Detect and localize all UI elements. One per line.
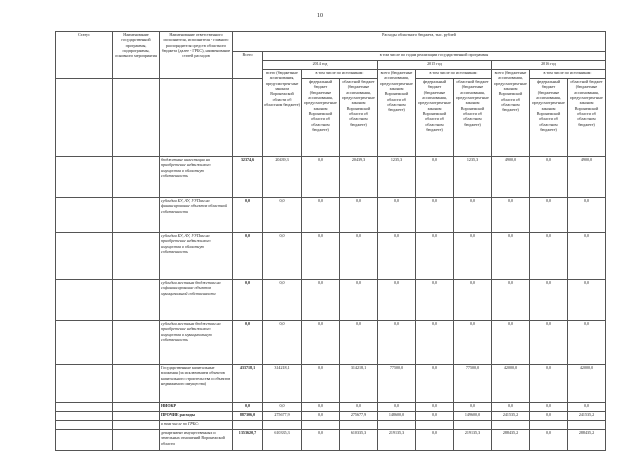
- cell-expense-name: субсидии местным бюджетам на софинансирование объектов муниципальной собственности: [160, 280, 233, 321]
- cell-value: 0,0: [302, 321, 340, 365]
- cell-value: 0,0: [568, 280, 606, 321]
- cell-value: 1235,3: [454, 157, 492, 198]
- cell-value: 0,0: [302, 403, 340, 412]
- cell-status: [56, 403, 113, 412]
- table-row: [56, 157, 606, 198]
- cell-value: 0,0: [530, 412, 568, 421]
- table-row: [56, 280, 606, 321]
- cell-status: [56, 321, 113, 365]
- cell-value: 0,0: [454, 403, 492, 412]
- table-row: [56, 412, 606, 421]
- cell-program: [113, 403, 160, 412]
- cell-value: 149600,0: [454, 412, 492, 421]
- cell-value: 0,0: [302, 365, 340, 403]
- header-incl-2016: в том числе по источникам:: [530, 70, 606, 79]
- cell-program: [113, 280, 160, 321]
- header-incl-2014: в том числе по источникам:: [302, 70, 378, 79]
- cell-status: [56, 233, 113, 280]
- cell-value: 0,0: [263, 233, 302, 280]
- cell-value: 0,0: [302, 430, 340, 451]
- cell-value: 314218,1: [340, 365, 378, 403]
- header-blank-3: [160, 79, 233, 157]
- cell-value: 0,0: [416, 157, 454, 198]
- cell-value: 0,0: [340, 198, 378, 233]
- cell-value: 241535,2: [492, 412, 530, 421]
- cell-program: [113, 198, 160, 233]
- cell-value: 77500,0: [454, 365, 492, 403]
- cell-value: 610335,3: [340, 430, 378, 451]
- cell-value: 0,0: [492, 280, 530, 321]
- cell-total: 0,0: [233, 198, 263, 233]
- header-program-name: Наименование государственной программы, подпрограммы, основного мероприятия: [113, 32, 160, 79]
- cell-value: 0,0: [378, 198, 416, 233]
- cell-value: 0,0: [416, 233, 454, 280]
- header-total: Всего: [233, 52, 263, 79]
- cell-total: 433718,1: [233, 365, 263, 403]
- table-row: [56, 430, 606, 451]
- cell-value: [568, 421, 606, 430]
- header-year-2016: 2016 год: [492, 61, 606, 70]
- cell-expense-name: субсидии местным бюджетам на приобретение недвижимого имущества в муниципальную собственность: [160, 321, 233, 365]
- cell-value: 275677,9: [263, 412, 302, 421]
- cell-value: 314218,1: [263, 365, 302, 403]
- cell-value: 219135,3: [378, 430, 416, 451]
- cell-program: [113, 421, 160, 430]
- cell-value: 20439,3: [263, 157, 302, 198]
- cell-value: 219135,3: [454, 430, 492, 451]
- cell-total: 0,0: [233, 321, 263, 365]
- cell-expense-name: субсидии БУ, АУ, УУПам на финансирование объектов областной собственности: [160, 198, 233, 233]
- header-vsego-2016: всего (бюджетные ассигнования, предусмотрен-ные законом Воронежской области об областном бюджете): [492, 70, 530, 157]
- cell-value: 0,0: [454, 280, 492, 321]
- table-body: [56, 157, 606, 451]
- header-federal-2016: федеральный бюджет (бюджетные ассигнования, предусмотрен-ные законом Воронежской области об областном бюджете): [530, 79, 568, 157]
- cell-status: [56, 280, 113, 321]
- cell-value: 0,0: [530, 280, 568, 321]
- budget-table: [55, 31, 606, 451]
- cell-value: 0,0: [568, 403, 606, 412]
- cell-expense-name: департамент имущественных и земельных отношений Воронежской области: [160, 430, 233, 451]
- cell-status: [56, 412, 113, 421]
- cell-status: [56, 365, 113, 403]
- cell-value: 0,0: [378, 233, 416, 280]
- cell-value: 0,0: [302, 412, 340, 421]
- header-expense-direction: Наименование ответственного исполнителя, исполнителя - главного распорядителя средств областного бюджета (далее - ГРБС), наименование статей расходов: [160, 32, 233, 79]
- cell-value: 0,0: [454, 198, 492, 233]
- cell-value: 0,0: [492, 233, 530, 280]
- cell-value: 0,0: [378, 403, 416, 412]
- cell-value: 148600,0: [378, 412, 416, 421]
- cell-value: 42000,0: [568, 365, 606, 403]
- cell-value: 0,0: [302, 280, 340, 321]
- cell-value: 0,0: [492, 198, 530, 233]
- header-regional-2014: областной бюджет (бюджетные ассигнования, предусмотрен-ные законом Воронежской области об областном бюджете): [340, 79, 378, 157]
- cell-total: [233, 421, 263, 430]
- cell-value: 0,0: [416, 280, 454, 321]
- cell-value: 0,0: [263, 321, 302, 365]
- cell-program: [113, 365, 160, 403]
- cell-value: 0,0: [568, 198, 606, 233]
- cell-value: [454, 421, 492, 430]
- table-row: [56, 403, 606, 412]
- cell-expense-name: субсидии БУ, АУ, УУПам на приобретение недвижимого имущества в областную собственность: [160, 233, 233, 280]
- cell-status: [56, 430, 113, 451]
- cell-status: [56, 421, 113, 430]
- cell-value: [340, 421, 378, 430]
- cell-value: 42000,0: [492, 365, 530, 403]
- cell-total: 1353620,7: [233, 430, 263, 451]
- cell-total: 0,0: [233, 233, 263, 280]
- header-year-2015: 2015 год: [378, 61, 492, 70]
- header-regional-2015: областной бюджет (бюджетные ассигнования, предусмотрен-ные законом Воронежской области об областном бюджете): [454, 79, 492, 157]
- cell-value: 4900,0: [492, 157, 530, 198]
- header-blank-1: [56, 79, 113, 157]
- cell-status: [56, 157, 113, 198]
- header-blank-2: [113, 79, 160, 157]
- cell-value: 0,0: [302, 233, 340, 280]
- cell-status: [56, 198, 113, 233]
- cell-expense-name: ПРОЧИЕ расходы: [160, 412, 233, 421]
- header-budget-caption: Расходы областного бюджета, тыс. рублей: [233, 32, 606, 52]
- cell-value: 0,0: [530, 233, 568, 280]
- cell-value: 0,0: [340, 321, 378, 365]
- cell-expense-name: в том числе по ГРБС:: [160, 421, 233, 430]
- cell-value: 0,0: [302, 157, 340, 198]
- cell-value: 0,0: [263, 280, 302, 321]
- header-status: Статус: [56, 32, 113, 79]
- cell-value: 0,0: [340, 403, 378, 412]
- cell-program: [113, 157, 160, 198]
- cell-total: 0,0: [233, 403, 263, 412]
- cell-value: 20439,3: [340, 157, 378, 198]
- cell-value: 0,0: [302, 198, 340, 233]
- cell-value: 275677,9: [340, 412, 378, 421]
- cell-program: [113, 321, 160, 365]
- cell-value: 0,0: [492, 321, 530, 365]
- table-row: [56, 365, 606, 403]
- cell-value: 0,0: [263, 403, 302, 412]
- cell-program: [113, 233, 160, 280]
- header-blank-4: [233, 79, 263, 157]
- cell-value: 0,0: [263, 198, 302, 233]
- cell-value: 4900,0: [568, 157, 606, 198]
- cell-value: [302, 421, 340, 430]
- table-row: [56, 233, 606, 280]
- header-federal-2014: федеральный бюджет (бюджетные ассигнования, предусмотрен-ные законом Воронежской области об областном бюджете): [302, 79, 340, 157]
- cell-expense-name: бюджетные инвестиции на приобретение недвижимого имущества в областную собственность: [160, 157, 233, 198]
- table-row: [56, 321, 606, 365]
- header-incl-2015: в том числе по источникам:: [416, 70, 492, 79]
- cell-value: [530, 421, 568, 430]
- cell-value: 0,0: [416, 403, 454, 412]
- cell-expense-name: НИОКР: [160, 403, 233, 412]
- cell-value: 77500,0: [378, 365, 416, 403]
- cell-value: [378, 421, 416, 430]
- cell-value: 288435,2: [568, 430, 606, 451]
- cell-value: 0,0: [416, 430, 454, 451]
- cell-value: 0,0: [416, 365, 454, 403]
- cell-value: 0,0: [340, 233, 378, 280]
- cell-value: 0,0: [568, 233, 606, 280]
- page-number: 10: [317, 13, 323, 19]
- cell-value: 241535,2: [568, 412, 606, 421]
- header-year-2014: 2014 год: [263, 61, 378, 70]
- cell-value: 0,0: [378, 280, 416, 321]
- cell-value: 0,0: [530, 198, 568, 233]
- cell-value: 0,0: [530, 157, 568, 198]
- cell-value: 1235,3: [378, 157, 416, 198]
- header-vsego-2015: всего (бюджетные ассигнования, предусмотрен-ные законом Воронежской области об областном бюджете): [378, 70, 416, 157]
- header-regional-2016: областной бюджет (бюджетные ассигнования, предусмотрен-ные законом Воронежской области об областном бюджете): [568, 79, 606, 157]
- cell-value: 610335,3: [263, 430, 302, 451]
- cell-value: 0,0: [530, 430, 568, 451]
- cell-value: 0,0: [378, 321, 416, 365]
- cell-value: 0,0: [530, 321, 568, 365]
- cell-value: 0,0: [416, 412, 454, 421]
- cell-value: 0,0: [416, 321, 454, 365]
- header-by-years: в том числе по годам реализации государственной программы: [263, 52, 606, 61]
- header-vsego-2014: всего (бюджетные ассигнования, предусмотрен-ные законом Воронежской области об областном бюджете): [263, 70, 302, 157]
- cell-value: 288435,2: [492, 430, 530, 451]
- cell-value: 0,0: [454, 321, 492, 365]
- cell-value: 0,0: [416, 198, 454, 233]
- cell-value: [492, 421, 530, 430]
- cell-value: 0,0: [454, 233, 492, 280]
- cell-value: 0,0: [568, 321, 606, 365]
- cell-total: 887306,0: [233, 412, 263, 421]
- cell-value: [263, 421, 302, 430]
- cell-value: 0,0: [530, 365, 568, 403]
- table-row: [56, 421, 606, 430]
- cell-value: 0,0: [492, 403, 530, 412]
- cell-value: [416, 421, 454, 430]
- cell-program: [113, 430, 160, 451]
- cell-program: [113, 412, 160, 421]
- cell-total: 32374,6: [233, 157, 263, 198]
- table-row: [56, 198, 606, 233]
- cell-expense-name: Государственные капитальные вложения (за исключением объектов капитального строительства и объектов недвижимого имущества): [160, 365, 233, 403]
- header-federal-2015: федеральный бюджет (бюджетные ассигнования, предусмотрен-ные законом Воронежской области об областном бюджете): [416, 79, 454, 157]
- cell-value: 0,0: [530, 403, 568, 412]
- cell-value: 0,0: [340, 280, 378, 321]
- cell-total: 0,0: [233, 280, 263, 321]
